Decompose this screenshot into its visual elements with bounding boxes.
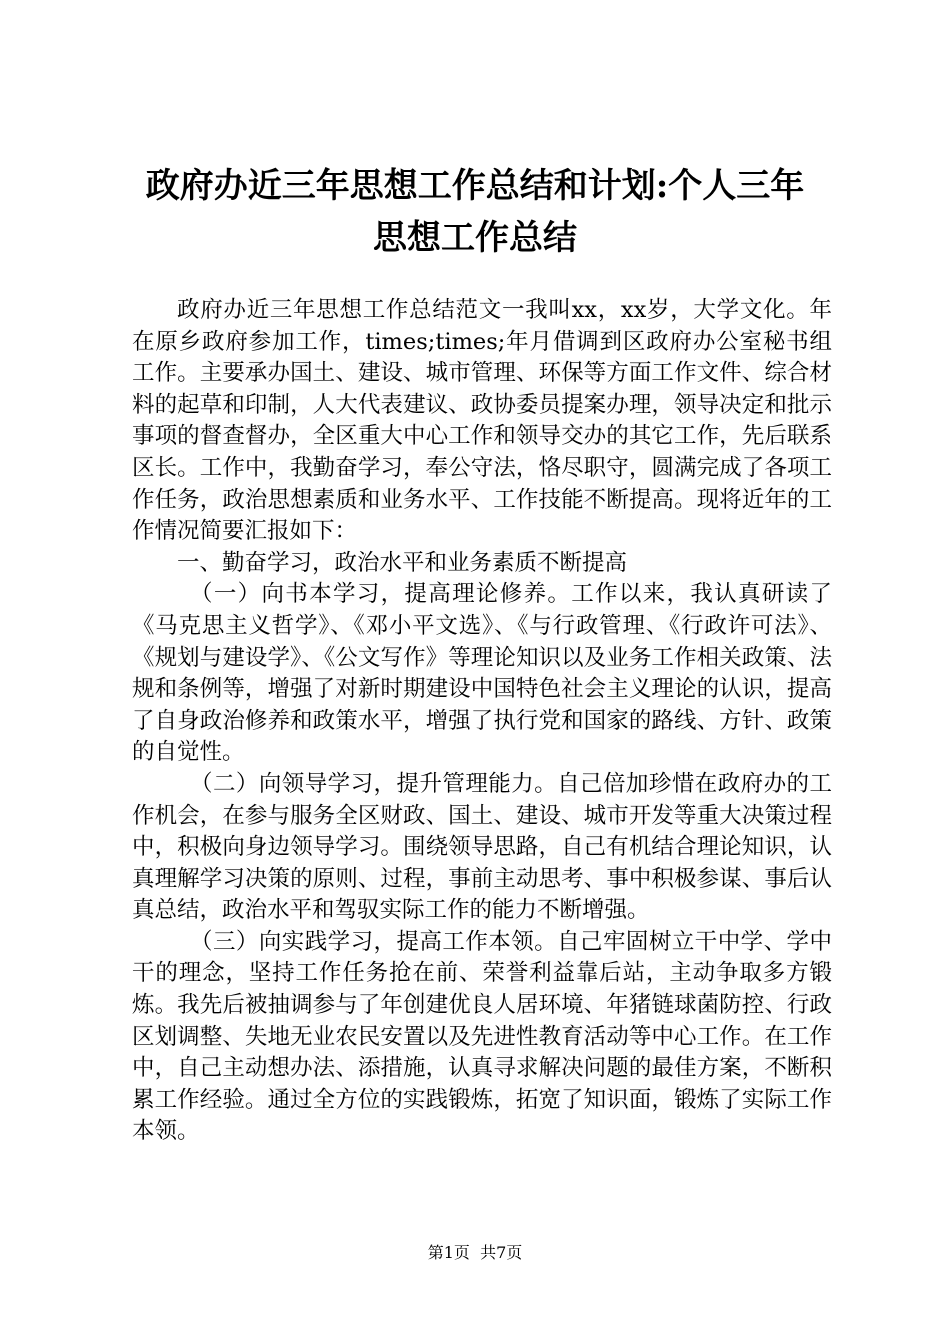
- document-title-line-2: 思想工作总结: [373, 218, 577, 258]
- intro-paragraph: 政府办近三年思想工作总结范文一我叫xx，xx岁，大学文化。年在原乡政府参加工作，times;times;年月借调到区政府办公室秘书组工作。主要承办国土、建设、城市管理、环保等方面工作文件、综合材料的起草和印制，人大代表建议、政协委员提案办理，领导决定和批示事项的督查督办，全区重大中心工作和领导交办的其它工作，先后联系区长。工作中，我勤奋学习，奉公守法，恪尽职守，圆满完成了各项工作任务，政治思想素质和业务水平、工作技能不断提高。现将近年的工作情况简要汇报如下：: [132, 297, 832, 545]
- section-heading: 一、勤奋学习，政治水平和业务素质不断提高: [177, 549, 628, 576]
- subsection-paragraph-1: （一）向书本学习，提高理论修养。工作以来，我认真研读了《马克思主义哲学》、《邓小平文选》、《与行政管理、《行政许可法》、《规划与建设学》、《公文写作》等理论知识以及业务工作相关政策、法规和条例等，增强了对新时期建设中国特色社会主义理论的认识，提高了自身政治修养和政策水平，增强了执行党和国家的路线、方针、政策的自觉性。: [132, 581, 832, 766]
- document-title: [100, 160, 850, 264]
- document-title-line-1: 政府办近三年思想工作总结和计划:个人三年: [145, 166, 805, 206]
- page-footer: [0, 1243, 950, 1263]
- page-number-label: 第1页 共7页: [427, 1243, 523, 1262]
- subsection-paragraph-2: （二）向领导学习，提升管理能力。自己倍加珍惜在政府办的工作机会，在参与服务全区财政、国土、建设、城市开发等重大决策过程中，积极向身边领导学习。围绕领导思路，自己有机结合理论知识，认真理解学习决策的原则、过程，事前主动思考、事中积极参谋、事后认真总结，政治水平和驾驭实际工作的能力不断增强。: [132, 770, 832, 924]
- document-body: [132, 295, 832, 1148]
- subsection-paragraph-3: （三）向实践学习，提高工作本领。自己牢固树立干中学、学中干的理念，坚持工作任务抢在前、荣誉利益靠后站，主动争取多方锻炼。我先后被抽调参与了年创建优良人居环境、年猪链球菌防控、行政区划调整、失地无业农民安置以及先进性教育活动等中心工作。在工作中，自己主动想办法、添措施，认真寻求解决问题的最佳方案，不断积累工作经验。通过全方位的实践锻炼，拓宽了知识面，锻炼了实际工作本领。: [132, 928, 832, 1145]
